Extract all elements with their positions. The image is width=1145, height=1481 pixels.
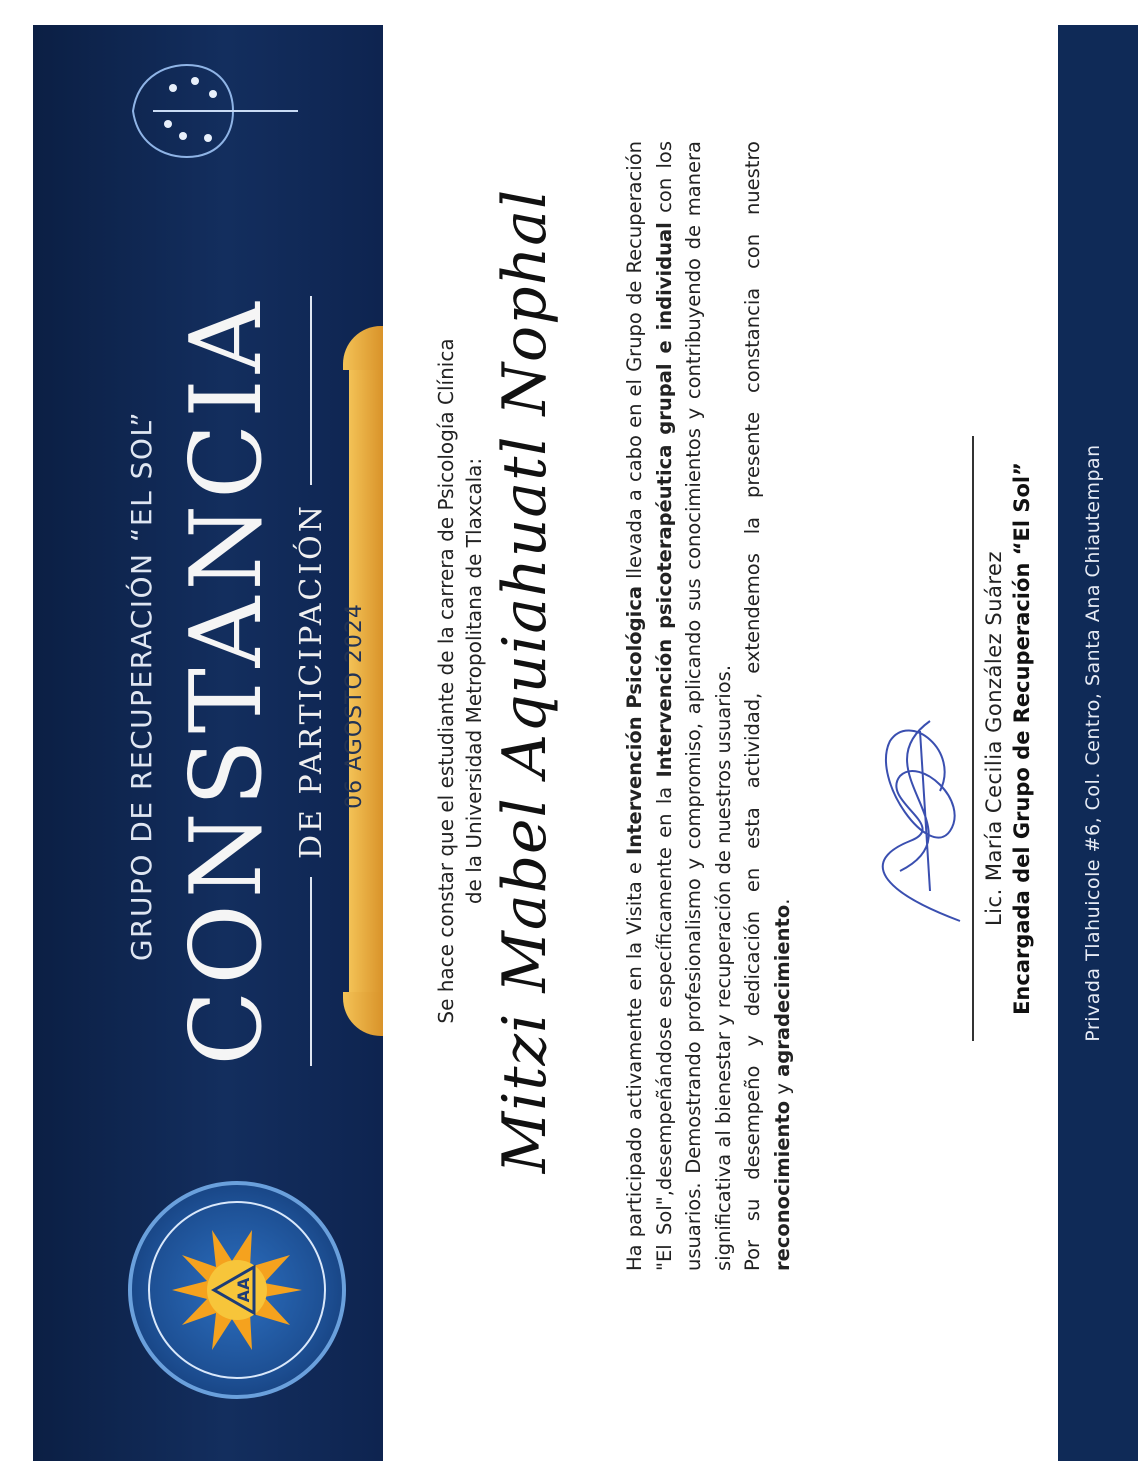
tree-icon [113,46,313,176]
certificate-subtitle: DE PARTICIPACIÓN [293,502,329,860]
divider [310,296,312,485]
subtitle-row [291,296,331,1066]
signer-role: Encargada del Grupo de Recuperación “El Sol” [1010,462,1034,1015]
certificate-title: CONSTANCIA [170,296,284,1066]
intro-text [432,181,488,1181]
intro-line: Se hace constar que el estudiante de la carrera de Psicología Clínica [434,338,458,1024]
organization-name: GRUPO DE RECUPERACIÓN “EL SOL” [125,410,158,962]
footer-band [1058,25,1138,1461]
divider [310,877,312,1066]
intro-line: de la Universidad Metropolitana de Tlaxcala: [462,457,486,905]
recipient-name: Mitzi Mabel Aquiahuatl Nophal [490,188,560,1174]
el-sol-seal-logo [128,1181,346,1399]
body-paragraph: Ha participado activamente en la Visita e Intervención Psicológica llevada a cabo en el Grupo de Recuperación "El Sol",desempeñándose específicamente en la Intervención psicoterapéutica grupal e individual con los usuarios. Demostrando profesionalismo y compromiso, aplicando sus conocimientos y contribuyendo de manera significativa al bienestar y recuperación de nuestros usuarios. [623,141,735,1271]
header-banner [33,25,383,1461]
tree-logo [113,46,313,176]
issue-date: 06 AGOSTO 2024 [342,603,367,809]
svg-text:AA: AA [234,1277,253,1303]
signature-line [972,436,974,1041]
handwritten-signature [840,681,1000,951]
certificate-body [620,141,797,1271]
sun-icon [132,1185,342,1395]
address: Privada Tlahuicole #6, Col. Centro, Santa Ana Chiautempan [1082,444,1104,1042]
body-paragraph: Por su desempeño y dedicación en esta actividad, extendemos la presente constancia con nuestro reconocimiento y agradecimiento. [741,141,794,1271]
signer-name: Lic. María Cecilia González Suárez [982,551,1006,927]
